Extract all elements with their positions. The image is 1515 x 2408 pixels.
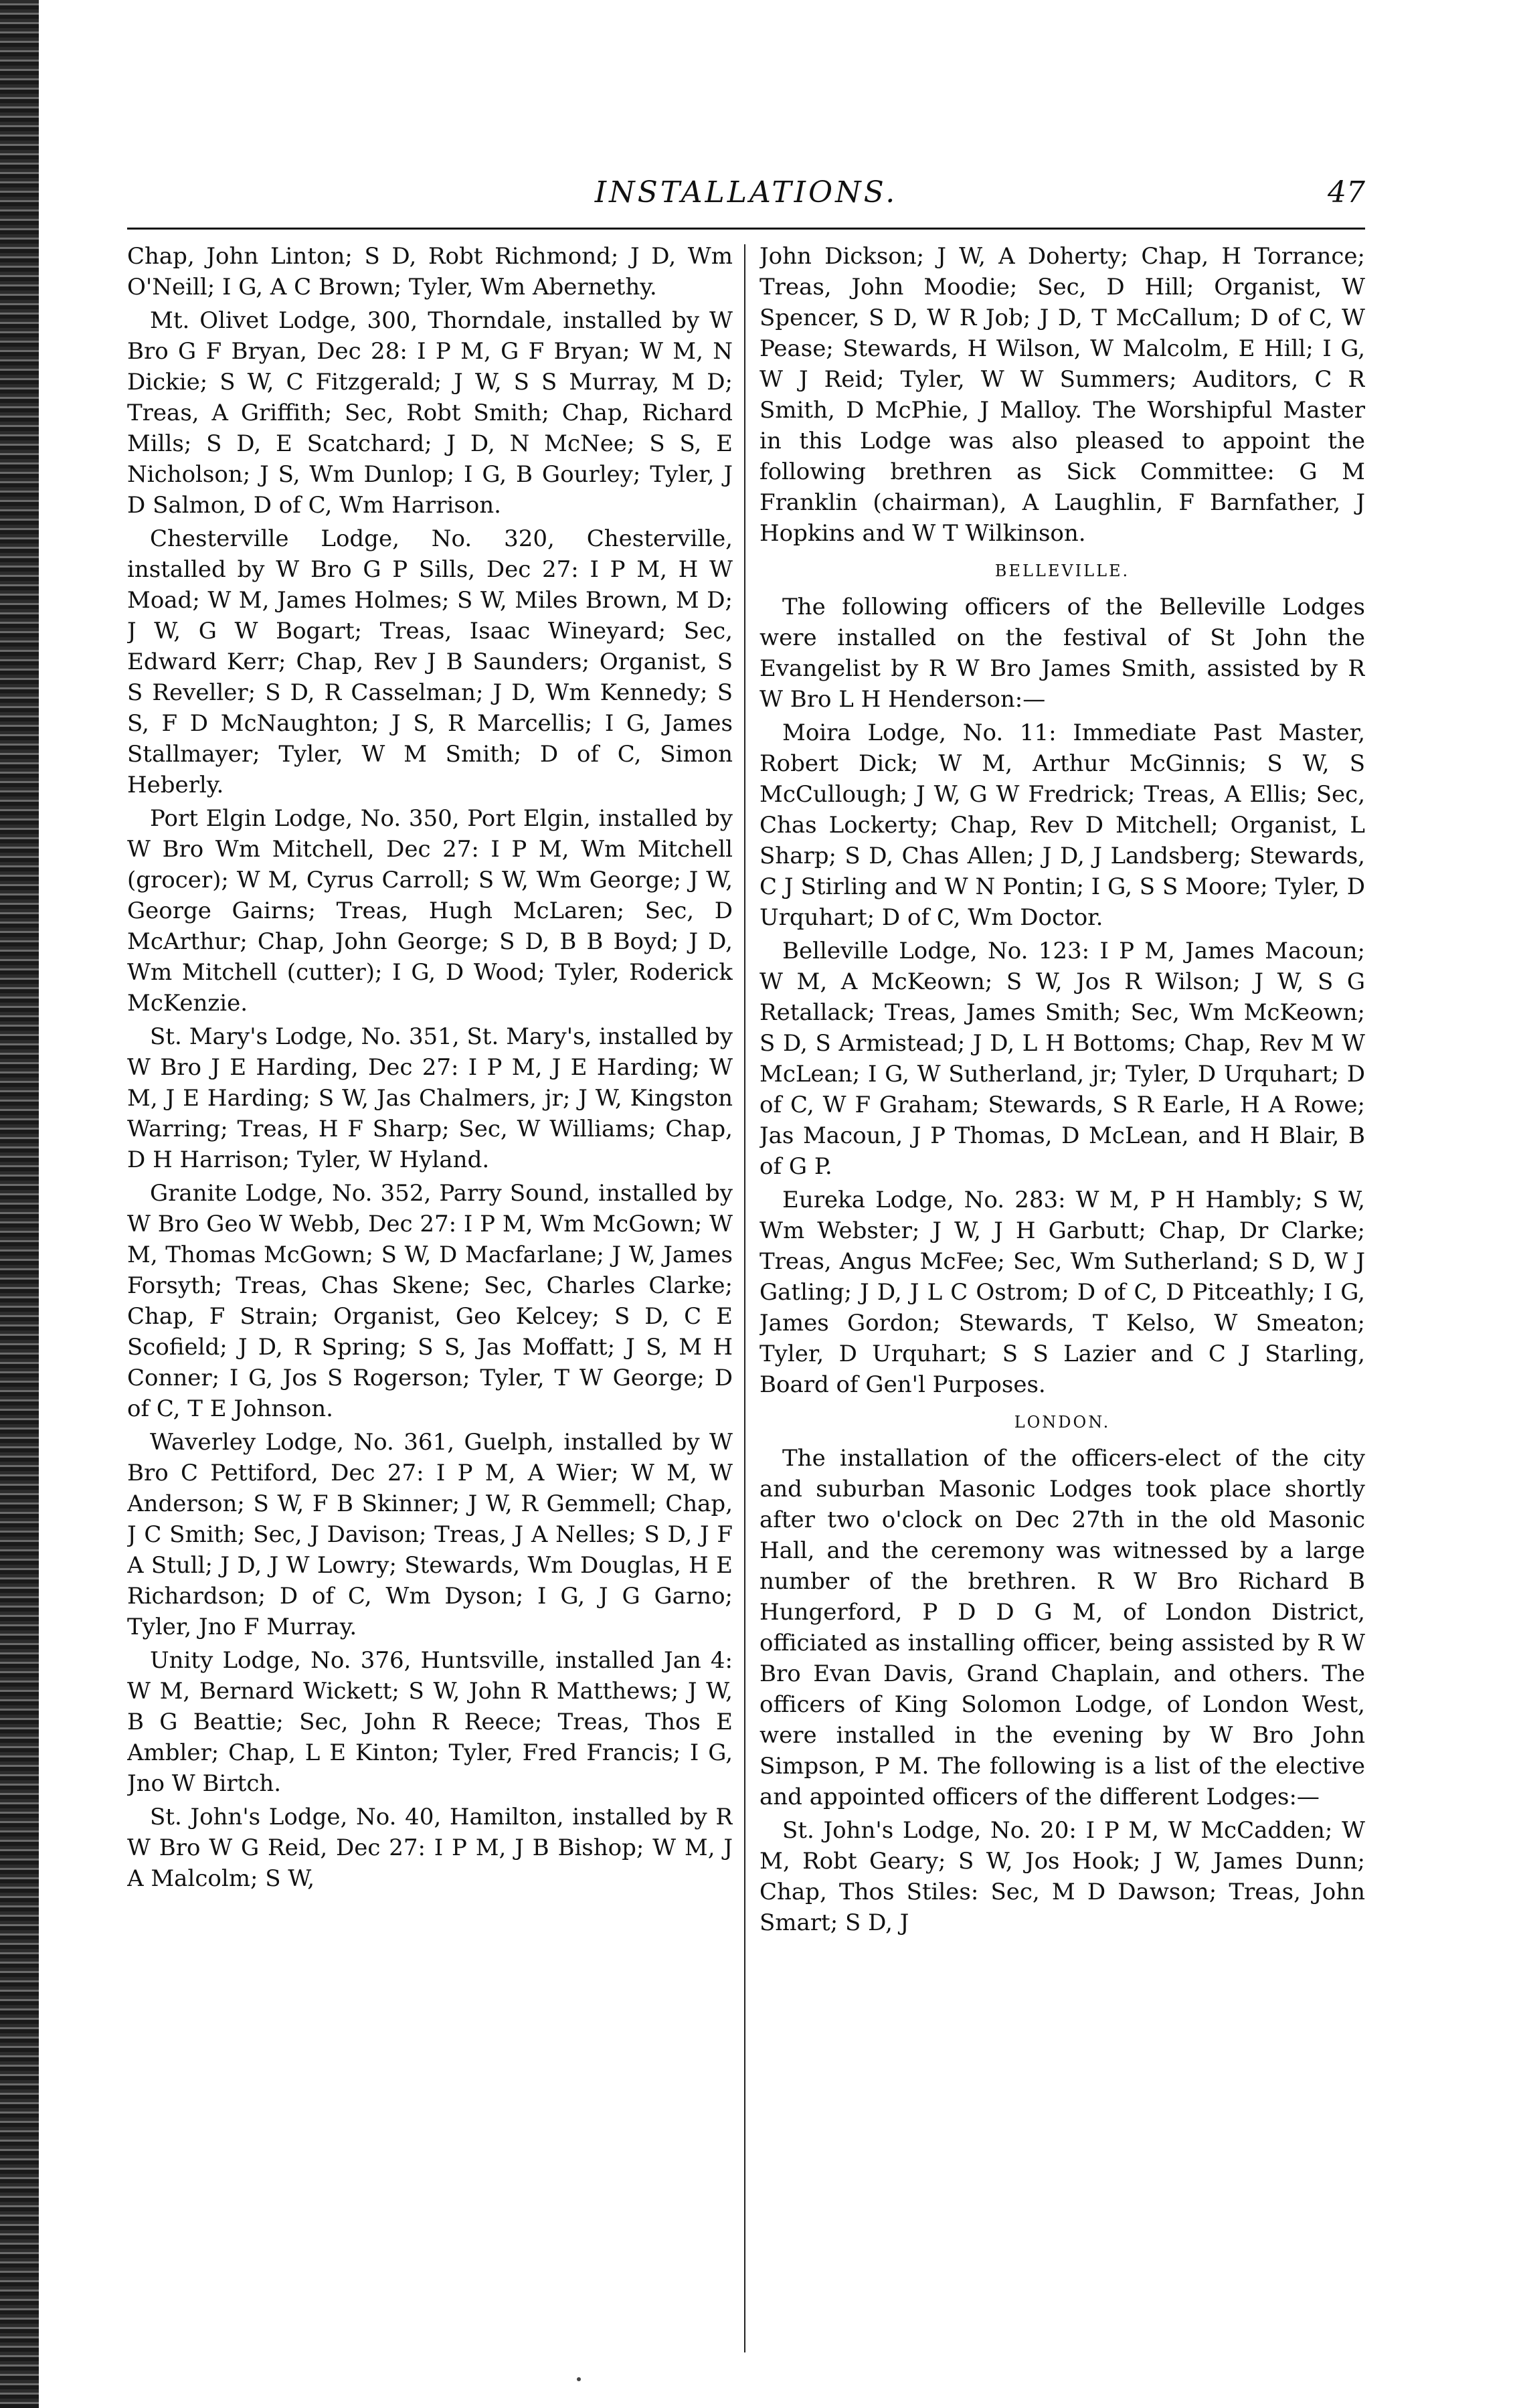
page-title: INSTALLATIONS. xyxy=(594,175,898,209)
paragraph-port-elgin-lodge: Port Elgin Lodge, No. 350, Port Elgin, installed by W Bro Wm Mitchell, Dec 27: I P M, Wm Mitchell (grocer); W M, Cyrus Carroll; S W, Wm George; J W, George Gairns; Treas, Hugh McLaren; Sec, D McArthur; Chap, John George; S D, B B Boyd; J D, Wm Mitchell (cutter); I G, D Wood; Tyler, Roderick McKenzie. xyxy=(127,805,733,1017)
paragraph-london-intro: The installation of the officers-elect of the city and suburban Masonic Lodges took place shortly after two o'clock on Dec 27th in the old Masonic Hall, and the ceremony was witnessed by a large number of the brethren. R W Bro Richard B Hungerford, P D D G M, of London District, officiated as installing officer, being assisted by R W Bro Evan Davis, Grand Chaplain, and others. The officers of King Solomon Lodge, of London West, were installed in the evening by W Bro John Simpson, P M. The following is a list of the elective and appointed officers of the different Lodges:— xyxy=(760,1445,1365,1810)
paragraph-moira-lodge: Moira Lodge, No. 11: Immediate Past Master, Robert Dick; W M, Arthur McGinnis; S W, S McCullough; J W, G W Fredrick; Treas, A Ellis; Sec, Chas Lockerty; Chap, Rev D Mitchell; Organist, L Sharp; S D, Chas Allen; J D, J Landsberg; Stewards, C J Stirling and W N Pontin; I G, S S Moore; Tyler, D Urquhart; D of C, Wm Doctor. xyxy=(760,719,1365,931)
paragraph-st-johns-continued: Chap, John Linton; S D, Robt Richmond; J D, Wm O'Neill; I G, A C Brown; Tyler, Wm Abernethy. xyxy=(127,243,733,300)
header-rule xyxy=(127,228,1365,230)
section-heading-london: LONDON. xyxy=(1014,1413,1111,1432)
paragraph-belleville-lodge: Belleville Lodge, No. 123: I P M, James Macoun; W M, A McKeown; S W, Jos R Wilson; J W, S G Retallack; Treas, James Smith; Sec, Wm McKeown; S D, S Armistead; J D, L H Bottoms; Chap, Rev M W McLean; I G, W Sutherland, jr; Tyler, D Urquhart; D of C, W F Graham; Stewards, S R Earle, H A Rowe; Jas Macoun, J P Thomas, D McLean, and H Blair, B of G P. xyxy=(760,938,1365,1180)
paragraph-st-marys-lodge: St. Mary's Lodge, No. 351, St. Mary's, installed by W Bro J E Harding, Dec 27: I P M, J E Harding; W M, J E Harding; S W, Jas Chalmers, jr; J W, Kingston Warring; Treas, H F Sharp; Sec, W Williams; Chap, D H Harrison; Tyler, W Hyland. xyxy=(127,1023,733,1173)
paragraph-st-johns-lodge-london: St. John's Lodge, No. 20: I P M, W McCadden; W M, Robt Geary; S W, Jos Hook; J W, James Dunn; Chap, Thos Stiles: Sec, M D Dawson; Treas, John Smart; S D, J xyxy=(760,1817,1365,1936)
paragraph-granite-lodge: Granite Lodge, No. 352, Parry Sound, installed by W Bro Geo W Webb, Dec 27: I P M, Wm McGown; W M, Thomas McGown; S W, D Macfarlane; J W, James Forsyth; Treas, Chas Skene; Sec, Charles Clarke; Chap, F Strain; Organist, Geo Kelcey; S D, C E Scofield; J D, R Spring; S S, Jas Moffatt; J S, M H Conner; I G, Jos S Rogerson; Tyler, T W George; D of C, T E Johnson. xyxy=(127,1180,733,1422)
paragraph-waverley-lodge: Waverley Lodge, No. 361, Guelph, installed by W Bro C Pettiford, Dec 27: I P M, A Wier; W M, W Anderson; S W, F B Skinner; J W, R Gemmell; Chap, J C Smith; Sec, J Davison; Treas, J A Nelles; S D, J F A Stull; J D, J W Lowry; Stewards, Wm Douglas, H E Richardson; D of C, Wm Dyson; I G, J G Garno; Tyler, Jno F Murray. xyxy=(127,1429,733,1640)
paragraph-belleville-intro: The following officers of the Belleville Lodges were installed on the festival of St John the Evangelist by R W Bro James Smith, assisted by R W Bro L H Henderson:— xyxy=(760,594,1365,713)
left-column xyxy=(127,241,733,2369)
right-column xyxy=(760,241,1365,2369)
paragraph-chesterville-lodge: Chesterville Lodge, No. 320, Chesterville, installed by W Bro G P Sills, Dec 27: I P M, H W Moad; W M, James Holmes; S W, Miles Brown, M D; J W, G W Bogart; Treas, Isaac Wineyard; Sec, Edward Kerr; Chap, Rev J B Saunders; Organist, S S Reveller; S D, R Casselman; J D, Wm Kennedy; S S, F D McNaughton; J S, R Marcellis; I G, James Stallmayer; Tyler, W M Smith; D of C, Simon Heberly. xyxy=(127,525,733,798)
paragraph-unity-lodge: Unity Lodge, No. 376, Huntsville, installed Jan 4: W M, Bernard Wickett; S W, John R Matthews; J W, B G Beattie; Sec, John R Reece; Treas, Thos E Ambler; Chap, L E Kinton; Tyler, Fred Francis; I G, Jno W Birtch. xyxy=(127,1647,733,1797)
paragraph-hamilton-continued: John Dickson; J W, A Doherty; Chap, H Torrance; Treas, John Moodie; Sec, D Hill; Organist, W Spencer, S D, W R Job; J D, T McCallum; D of C, W Pease; Stewards, H Wilson, W Malcolm, E Hill; I G, W J Reid; Tyler, W W Summers; Auditors, C R Smith, D McPhie, J Malloy. The Worshipful Master in this Lodge was also pleased to appoint the following brethren as Sick Committee: G M Franklin (chairman), A Laughlin, F Barnfather, J Hopkins and W T Wilkinson. xyxy=(760,243,1365,547)
section-heading-belleville: BELLEVILLE. xyxy=(994,562,1130,580)
column-divider xyxy=(744,244,745,2352)
print-speck xyxy=(577,2377,581,2381)
scanned-page-edge xyxy=(0,0,39,2408)
running-header xyxy=(127,175,1365,222)
paragraph-mt-olivet-lodge: Mt. Olivet Lodge, 300, Thorndale, installed by W Bro G F Bryan, Dec 28: I P M, G F Bryan; W M, N Dickie; S W, C Fitzgerald; J W, S S Murray, M D; Treas, A Griffith; Sec, Robt Smith; Chap, Richard Mills; S D, E Scatchard; J D, N McNee; S S, E Nicholson; J S, Wm Dunlop; I G, B Gourley; Tyler, J D Salmon, D of C, Wm Harrison. xyxy=(127,307,733,519)
page-number: 47 xyxy=(1328,175,1365,209)
paragraph-eureka-lodge: Eureka Lodge, No. 283: W M, P H Hambly; S W, Wm Webster; J W, J H Garbutt; Chap, Dr Clarke; Treas, Angus McFee; Sec, Wm Sutherland; S D, W J Gatling; J D, J L C Ostrom; D of C, D Pitceathly; I G, James Gordon; Stewards, T Kelso, W Smeaton; Tyler, D Urquhart; S S Lazier and C J Starling, Board of Gen'l Purposes. xyxy=(760,1187,1365,1398)
paragraph-st-johns-lodge-hamilton: St. John's Lodge, No. 40, Hamilton, installed by R W Bro W G Reid, Dec 27: I P M, J B Bishop; W M, J A Malcolm; S W, xyxy=(127,1804,733,1892)
